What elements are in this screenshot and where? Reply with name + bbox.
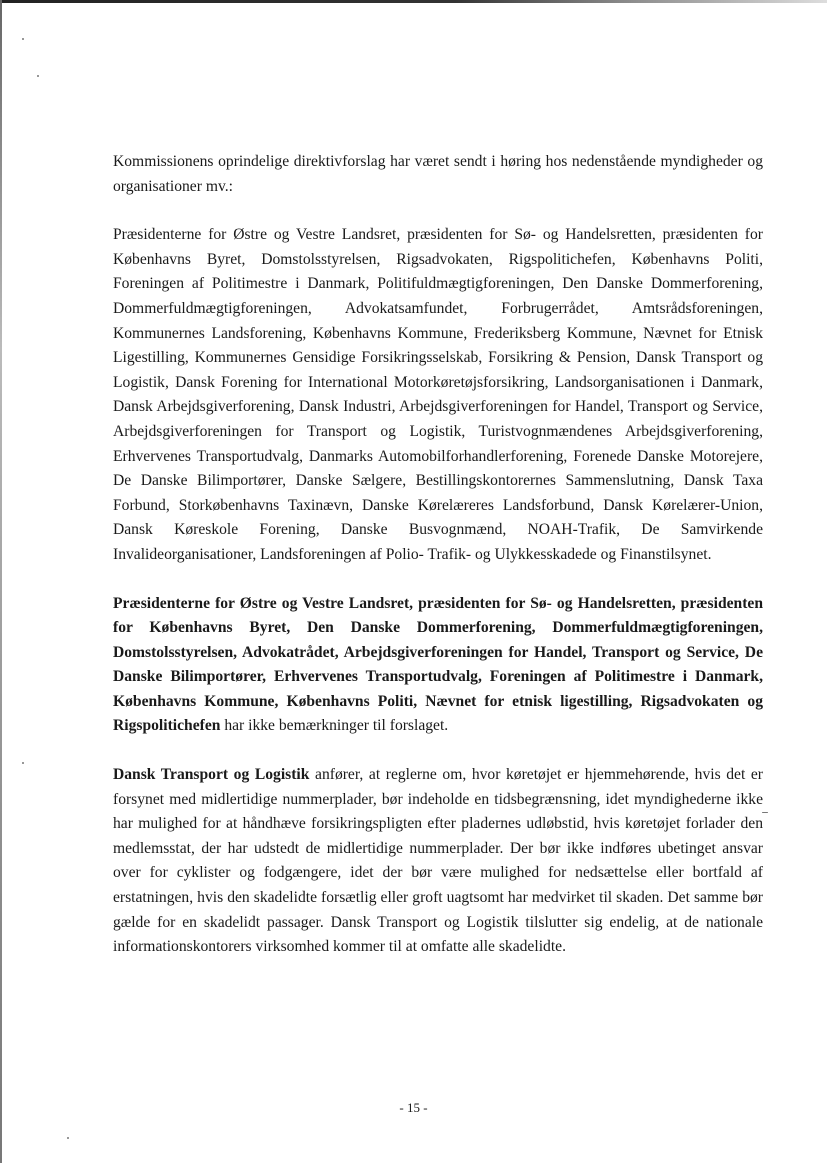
scan-speck [37,75,39,77]
scan-speck [22,762,24,764]
scan-edge-left [0,0,2,1163]
scan-speck [67,1137,69,1139]
recipients-paragraph: Præsidenterne for Østre og Vestre Landsret, præsidenten for Sø- og Handelsretten, præsidenten for Københavns Byret, Domstolsstyrelsen, Rigsadvokaten, Rigspolitichefen, Københavns Politi, Foreningen af Politimestre i Danmark, Politifuldmægtigforeningen, Den Danske Dommerforening, Dommerfuldmægtigforeningen, Advokatsamfundet, Forbrugerrådet, Amtsrådsforeningen, Kommunernes Landsforening, Københavns Kommune, Frederiksberg Kommune, Nævnet for Etnisk Ligestilling, Kommunernes Gensidige Forsikringsselskab, Forsikring & Pension, Dansk Transport og Logistik, Dansk Forening for International Motorkøretøjsforsikring, Landsorganisationen i Danmark, Dansk Arbejdsgiverforening, Dansk Industri, Arbejdsgiverforeningen for Handel, Transport og Service, Arbejdsgiverforeningen for Transport og Logistik, Turistvognmændenes Arbejdsgiverforening, Erhvervenes Transportudvalg, Danmarks Automobilforhandlerforening, Forenede Danske Motorejere, De Danske Bilimportører, Danske Sælgere, Bestillingskontorernes Sammenslutning, Dansk Taxa Forbund, Storkøbenhavns Taxinævn, Danske Kørelæreres Landsforbund, Dansk Kørelærer-Union, Dansk Køreskole Forening, Danske Busvognmænd, NOAH-Trafik, De Samvirkende Invalideorganisationer, Landsforeningen af Polio- Trafik- og Ulykkesskadede og Finanstilsynet. [113,226,763,563]
dtl-statement: anfører, at reglerne om, hvor køretøjet er hjemmehørende, hvis det er forsynet med midlertidige nummerplader, bør indeholde en tidsbegrænsning, idet myndighederne ikke har mulighed for at håndhæve forsikringspligten efter pladernes udløbstid, hvis køretøjet forlader den medlemsstat, der har udstedt de midlertidige nummerplader. Der bør ikke indføres ubetinget ansvar over for cyklister og fodgængere, idet der bør være mulighed for nedsættelse eller bortfald af erstatningen, hvis den skadelidte forsætlig eller groft uagtsomt har medvirket til skaden. Det samme bør gælde for en skadelidt passager. Dansk Transport og Logistik tilslutter sig endelig, at de nationale informationskontorers virksomhed kommer til at omfatte alle skadelidte. [113,766,763,956]
dtl-name: Dansk Transport og Logistik [113,766,310,784]
no-comments-statement: har ikke bemærkninger til forslaget. [220,717,449,735]
page-number: - 15 - [399,1100,428,1115]
dtl-paragraph [113,763,763,960]
scan-speck [22,38,24,40]
intro-paragraph: Kommissionens oprindelige direktivforslag har været sendt i høring hos nedenstående myndigheder og organisationer mv.: [113,153,763,195]
no-comments-paragraph [113,592,763,740]
no-comments-bodies: Præsidenterne for Østre og Vestre Landsret, præsidenten for Sø- og Handelsretten, præsidenten for Københavns Byret, Den Danske Dommerforening, Dommerfuldmægtigforeningen, Domstolsstyrelsen, Advokatrådet, Arbejdsgiverforeningen for Handel, Transport og Service, De Danske Bilimportører, Erhvervenes Transportudvalg, Foreningen af Politimestre i Danmark, Københavns Kommune, Københavns Politi, Nævnet for etnisk ligestilling, Rigsadvokaten og Rigspolitichefen [113,594,763,735]
scan-edge-top [0,0,827,3]
document-body [113,150,763,984]
